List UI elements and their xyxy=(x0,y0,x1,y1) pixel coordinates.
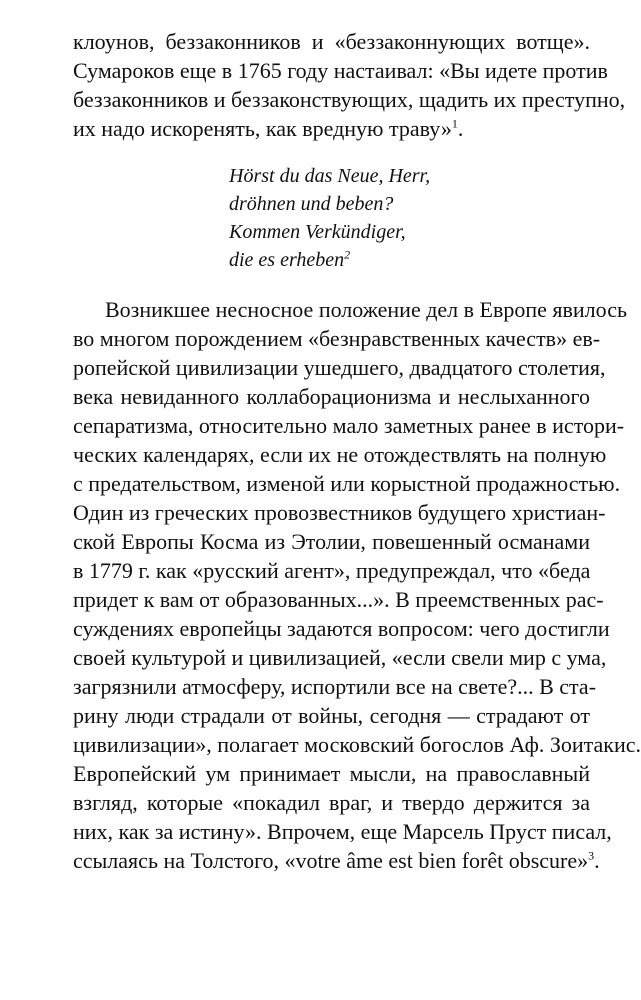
footnote-mark: 3 xyxy=(588,848,595,863)
footnote-mark: 2 xyxy=(344,247,351,262)
paragraph-first-line: Возникшее несносное положение дел в Европе явилось xyxy=(105,297,628,322)
text-line: придет к вам от образованных...». В преемственных рас- xyxy=(73,587,604,612)
text-line: беззаконников и беззаконствующих, щадить их преступно, xyxy=(73,87,626,112)
text-line: загрязнили атмосферу, испортили все на свете?... В ста- xyxy=(73,674,597,699)
text-line: с предательством, изменой или корыстной продажностью. xyxy=(73,471,621,496)
text-line: века невиданного коллаборационизма и неслыханного xyxy=(73,384,590,409)
text-line: цивилизации», полагает московский богослов Аф. Зоитакис. xyxy=(73,732,641,757)
footnote-mark: 1 xyxy=(451,116,458,131)
text-line: суждениях европейцы задаются вопросом: чего достигли xyxy=(73,616,610,641)
verse-line: Kommen Verkündiger, xyxy=(229,221,406,243)
text-line: Сумароков еще в 1765 году настаивал: «Вы идете против xyxy=(73,58,608,83)
text-line: рину люди страдали от войны, сегодня — страдают от xyxy=(73,703,590,728)
text-line: ропейской цивилизации ушедшего, двадцатого столетия, xyxy=(73,355,606,380)
text-line: Один из греческих провозвестников будущего христиан- xyxy=(73,500,606,525)
text-line: клоунов, беззаконников и «беззаконнующих вотще». xyxy=(73,29,590,54)
text-line-with-footnote: ссылаясь на Толстого, «votre âme est bien forêt obscure»$^3$. xyxy=(73,848,600,873)
text-line-with-footnote: их надо искоренять, как вредную траву»$^1$. xyxy=(73,116,464,141)
text-line: них, как за истину». Впрочем, еще Марсель Пруст писал, xyxy=(73,819,612,844)
verse-line: dröhnen und beben? xyxy=(229,193,394,215)
verse-line-with-footnote: die es erheben$^2$ xyxy=(229,247,351,271)
text-line: взгляд, которые «покадил враг, и твердо держится за xyxy=(73,790,590,815)
text-line: ческих календарях, если их не отождествлять на полную xyxy=(73,442,607,467)
text-line: в 1779 г. как «русский агент», предупреждал, что «беда xyxy=(73,558,591,583)
text-line: сепаратизма, относительно мало заметных ранее в истори- xyxy=(73,413,625,438)
text-line: ской Европы Косма из Этолии, повешенный османами xyxy=(73,529,590,554)
text-line: своей культурой и цивилизацией, «если свели мир с ума, xyxy=(73,645,607,670)
text-line: Европейский ум принимает мысли, на православный xyxy=(73,761,590,786)
verse-line: Hörst du das Neue, Herr, xyxy=(229,165,431,187)
text-line: во многом порождением «безнравственных качеств» ев- xyxy=(73,326,601,351)
